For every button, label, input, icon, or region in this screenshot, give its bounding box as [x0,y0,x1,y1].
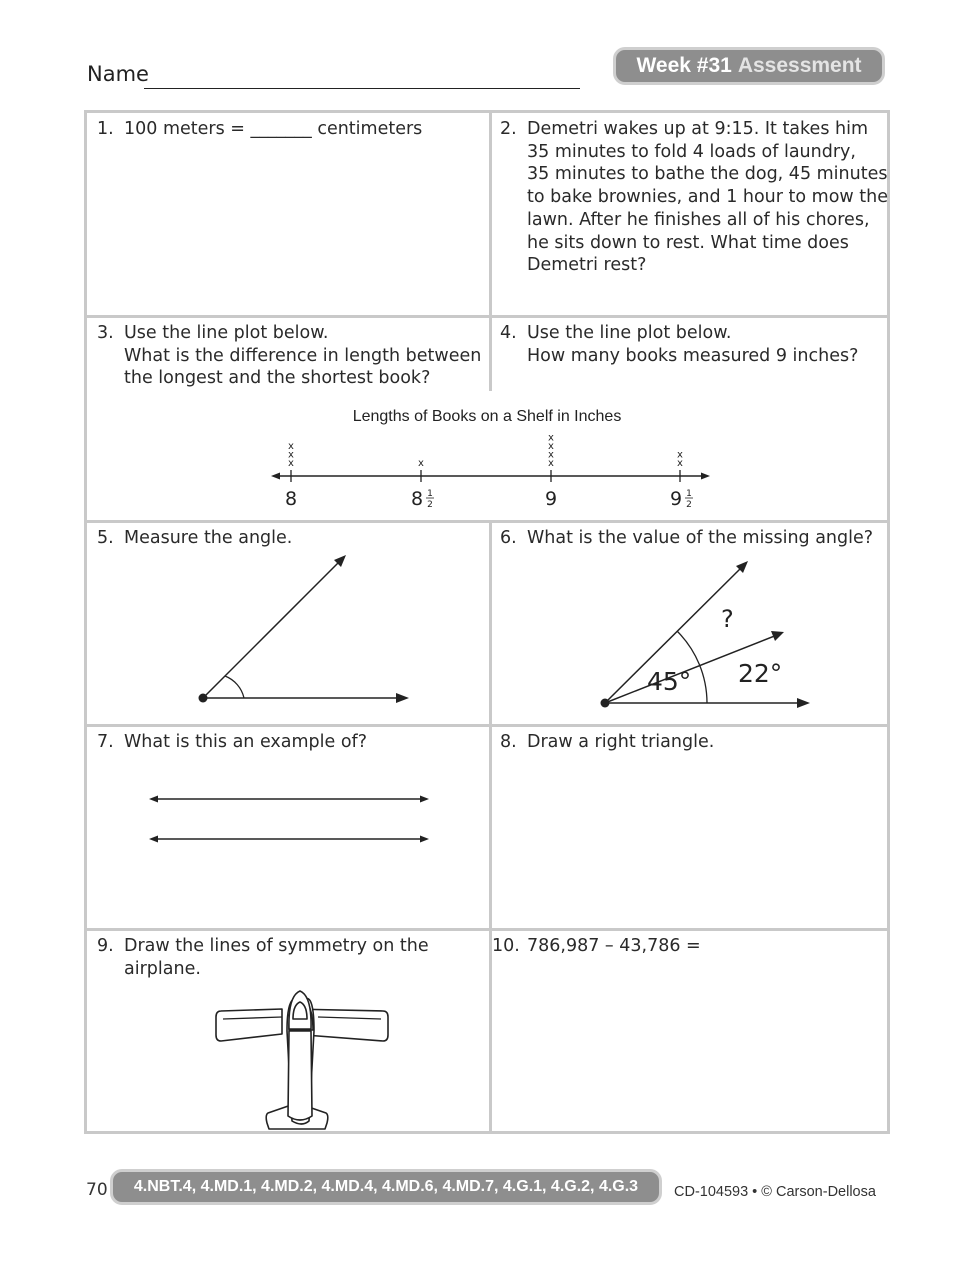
name-line[interactable] [144,88,580,89]
question-line: What is the difference in length between [124,345,482,366]
badge-title: Assessment [737,54,862,77]
arrowhead [149,836,158,843]
question-line: to bake brownies, and 1 hour to mow the [527,187,889,208]
question-number: 8. [500,732,517,752]
question-line: Measure the angle. [124,528,293,548]
question-line: 100 meters = _______ centimeters [124,119,423,139]
airplane-icon [87,931,487,1131]
left-wing [216,1009,282,1041]
question-line: Demetri wakes up at 9:15. It takes him [527,119,868,139]
tick-label: 8 [284,488,298,510]
data-marker: x [677,449,683,461]
data-marker: x [548,458,554,469]
data-marker: x [418,458,424,469]
number-line-left-arrow [271,473,280,480]
question-number: 4. [500,323,517,343]
arrowhead [797,698,810,708]
arrowhead [420,836,429,843]
vertex-point [199,694,208,703]
data-marker: x [548,432,554,444]
fuselage-rear [288,1031,312,1120]
fraction-numerator: 1 [686,489,692,499]
question-number: 7. [97,732,114,752]
question-line: What is this an example of? [124,732,368,752]
badge-week: Week #31 [636,54,732,77]
tick-label: 9 [669,488,683,510]
data-marker: x [288,458,294,469]
angle-diagram-q5 [87,523,487,723]
question-line: Use the line plot below. [527,323,732,343]
fraction-numerator: 1 [427,489,433,499]
standards-badge: 4.NBT.4, 4.MD.1, 4.MD.2, 4.MD.4, 4.MD.6, 4.MD.7, 4.G.1, 4.G.2, 4.G.3 [110,1169,662,1205]
question-line: 786,987 – 43,786 = [527,936,701,956]
question-number: 3. [97,323,114,343]
week-badge [613,47,885,85]
question-number: 10. [492,936,520,956]
question-line: Draw a right triangle. [527,732,715,752]
question-line: Draw the lines of symmetry on the [124,936,429,956]
number-line-right-arrow [701,473,710,480]
data-marker: x [288,449,294,461]
question-line: Use the line plot below. [124,323,329,343]
line-plot-title: Lengths of Books on a Shelf in Inches [352,408,622,425]
question-number: 1. [97,119,114,139]
question-number: 5. [97,528,114,548]
question-line: 35 minutes to bathe the dog, 45 minutes [527,164,888,185]
parallel-lines-diagram [87,727,487,927]
question-line: airplane. [124,958,201,979]
fraction-denominator: 2 [686,500,692,510]
angle-arc [225,676,244,698]
fraction-denominator: 2 [427,500,433,510]
arrowhead [149,796,158,803]
page-number: 70 [86,1180,108,1200]
angle-45-label: 45° [647,667,692,696]
angle-diagram-q6 [490,523,890,723]
line-plot [87,113,887,523]
angle-22-label: 22° [738,659,783,688]
arrowhead [420,796,429,803]
question-line: What is the value of the missing angle? [527,528,874,548]
copyright: CD-104593 • © Carson-Dellosa [674,1184,876,1200]
question-text [527,935,701,958]
question-line: lawn. After he finishes all of his chores, [527,209,870,230]
question-line: 35 minutes to fold 4 loads of laundry, [527,141,856,162]
question-number: 6. [500,528,517,548]
tick-label: 9 [544,488,558,510]
question-line: Demetri rest? [527,255,647,276]
question-text [527,731,714,754]
data-marker: x [548,449,554,461]
question-line: the longest and the shortest book? [124,368,431,389]
question-line: he sits down to rest. What time does [527,232,849,253]
data-marker: x [677,458,683,469]
tick-label: 8 [410,488,424,510]
question-number: 9. [97,936,114,956]
angle-ray [203,560,341,698]
data-marker: x [288,441,294,452]
unknown-angle-label: ? [721,605,734,633]
vertex-point [601,699,610,708]
name-label: Name [87,62,149,86]
data-marker: x [548,441,554,452]
question-number: 2. [500,119,517,139]
question-line: How many books measured 9 inches? [527,345,859,366]
arrowhead [396,693,409,703]
assessment-grid [84,110,890,1134]
